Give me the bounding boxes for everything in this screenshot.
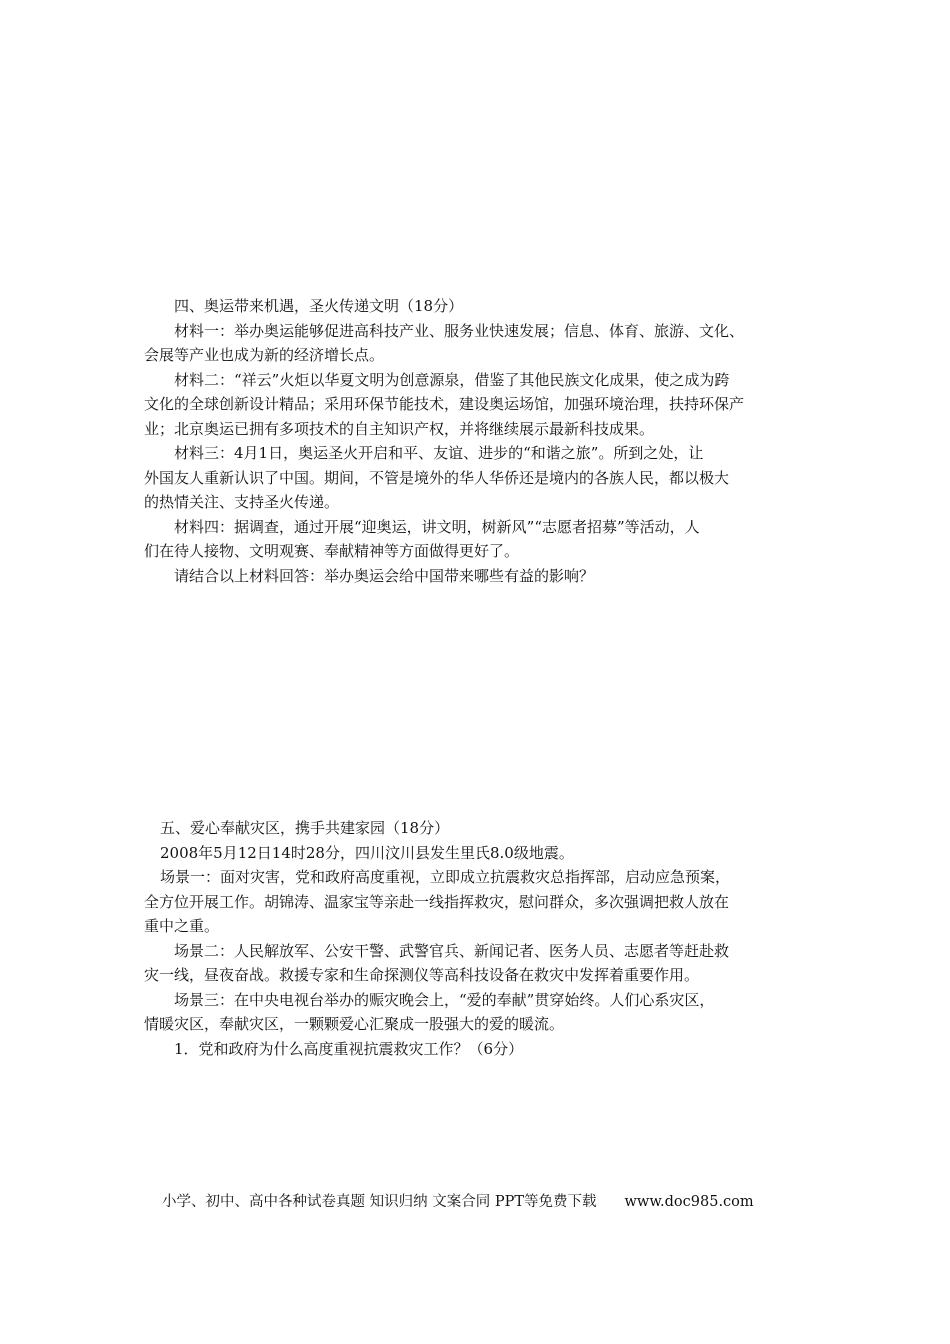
footer-text: 小学、初中、高中各种试卷真题 知识归纳 文案合同 PPT等免费下载	[162, 1194, 597, 1210]
scene-three-line-1: 场景三：在中央电视台举办的赈灾晚会上，“爱的奉献”贯穿始终。人们心系灾区，	[174, 990, 715, 1009]
scene-three-line-2: 情暖灾区，奉献灾区，一颗颗爱心汇聚成一股强大的爱的暖流。	[144, 1015, 565, 1033]
section-five-heading: 五、爱心奉献灾区，携手共建家园（18分）	[160, 819, 450, 837]
material-three-line-1: 材料三：4月1日，奥运圣火开启和平、友谊、进步的“和谐之旅”。所到之处，让	[174, 444, 704, 462]
material-four-line-2: 们在待人接物、文明观赛、奉献精神等方面做得更好了。	[144, 542, 520, 560]
section-four	[144, 294, 824, 588]
earthquake-intro: 2008年5月12日14时28分，四川汶川县发生里氏8.0级地震。	[160, 843, 574, 862]
material-one-line-2: 会展等产业也成为新的经济增长点。	[144, 346, 385, 364]
material-one-line-1: 材料一：举办奥运能够促进高科技产业、服务业快速发展；信息、体育、旅游、文化、	[174, 321, 745, 340]
material-two-line-2: 文化的全球创新设计精品；采用环保节能技术，建设奥运场馆，加强环境治理，扶持环保产	[144, 395, 745, 413]
footer-url[interactable]: www.doc985.com	[624, 1194, 754, 1210]
material-two-line-1: 材料二：“祥云”火炬以华夏文明为创意源泉，借鉴了其他民族文化成果，使之成为跨	[174, 370, 730, 389]
page-footer	[162, 1192, 842, 1212]
scene-one-line-1: 场景一：面对灾害，党和政府高度重视，立即成立抗震救灾总指挥部，启动应急预案，	[160, 868, 731, 886]
scene-one-line-3: 重中之重。	[144, 917, 220, 935]
material-four-line-1: 材料四：据调查，通过开展“迎奥运，讲文明，树新风”“志愿者招募”等活动，人	[174, 517, 700, 536]
material-three-line-3: 的热情关注、支持圣火传递。	[144, 493, 340, 511]
scene-two-line-1: 场景二：人民解放军、公安干警、武警官兵、新闻记者、医务人员、志愿者等赶赴救	[174, 941, 730, 960]
material-two-line-3: 业；北京奥运已拥有多项技术的自主知识产权，并将继续展示最新科技成果。	[144, 419, 655, 438]
section-four-heading: 四、奥运带来机遇，圣火传递文明（18分）	[174, 297, 464, 315]
scene-two-line-2: 灾一线，昼夜奋战。救援专家和生命探测仪等高科技设备在救灾中发挥着重要作用。	[144, 966, 700, 984]
scene-one-line-2: 全方位开展工作。胡锦涛、温家宝等亲赴一线指挥救灾，慰问群众，多次强调把救人放在	[144, 892, 730, 911]
section-five-question-1: 1．党和政府为什么高度重视抗震救灾工作？（6分）	[174, 1039, 524, 1058]
section-four-question: 请结合以上材料回答：举办奥运会给中国带来哪些有益的影响？	[174, 566, 595, 585]
section-five	[144, 816, 824, 1061]
material-three-line-2: 外国友人重新认识了中国。期间，不管是境外的华人华侨还是境内的各族人民，都以极大	[144, 468, 730, 487]
